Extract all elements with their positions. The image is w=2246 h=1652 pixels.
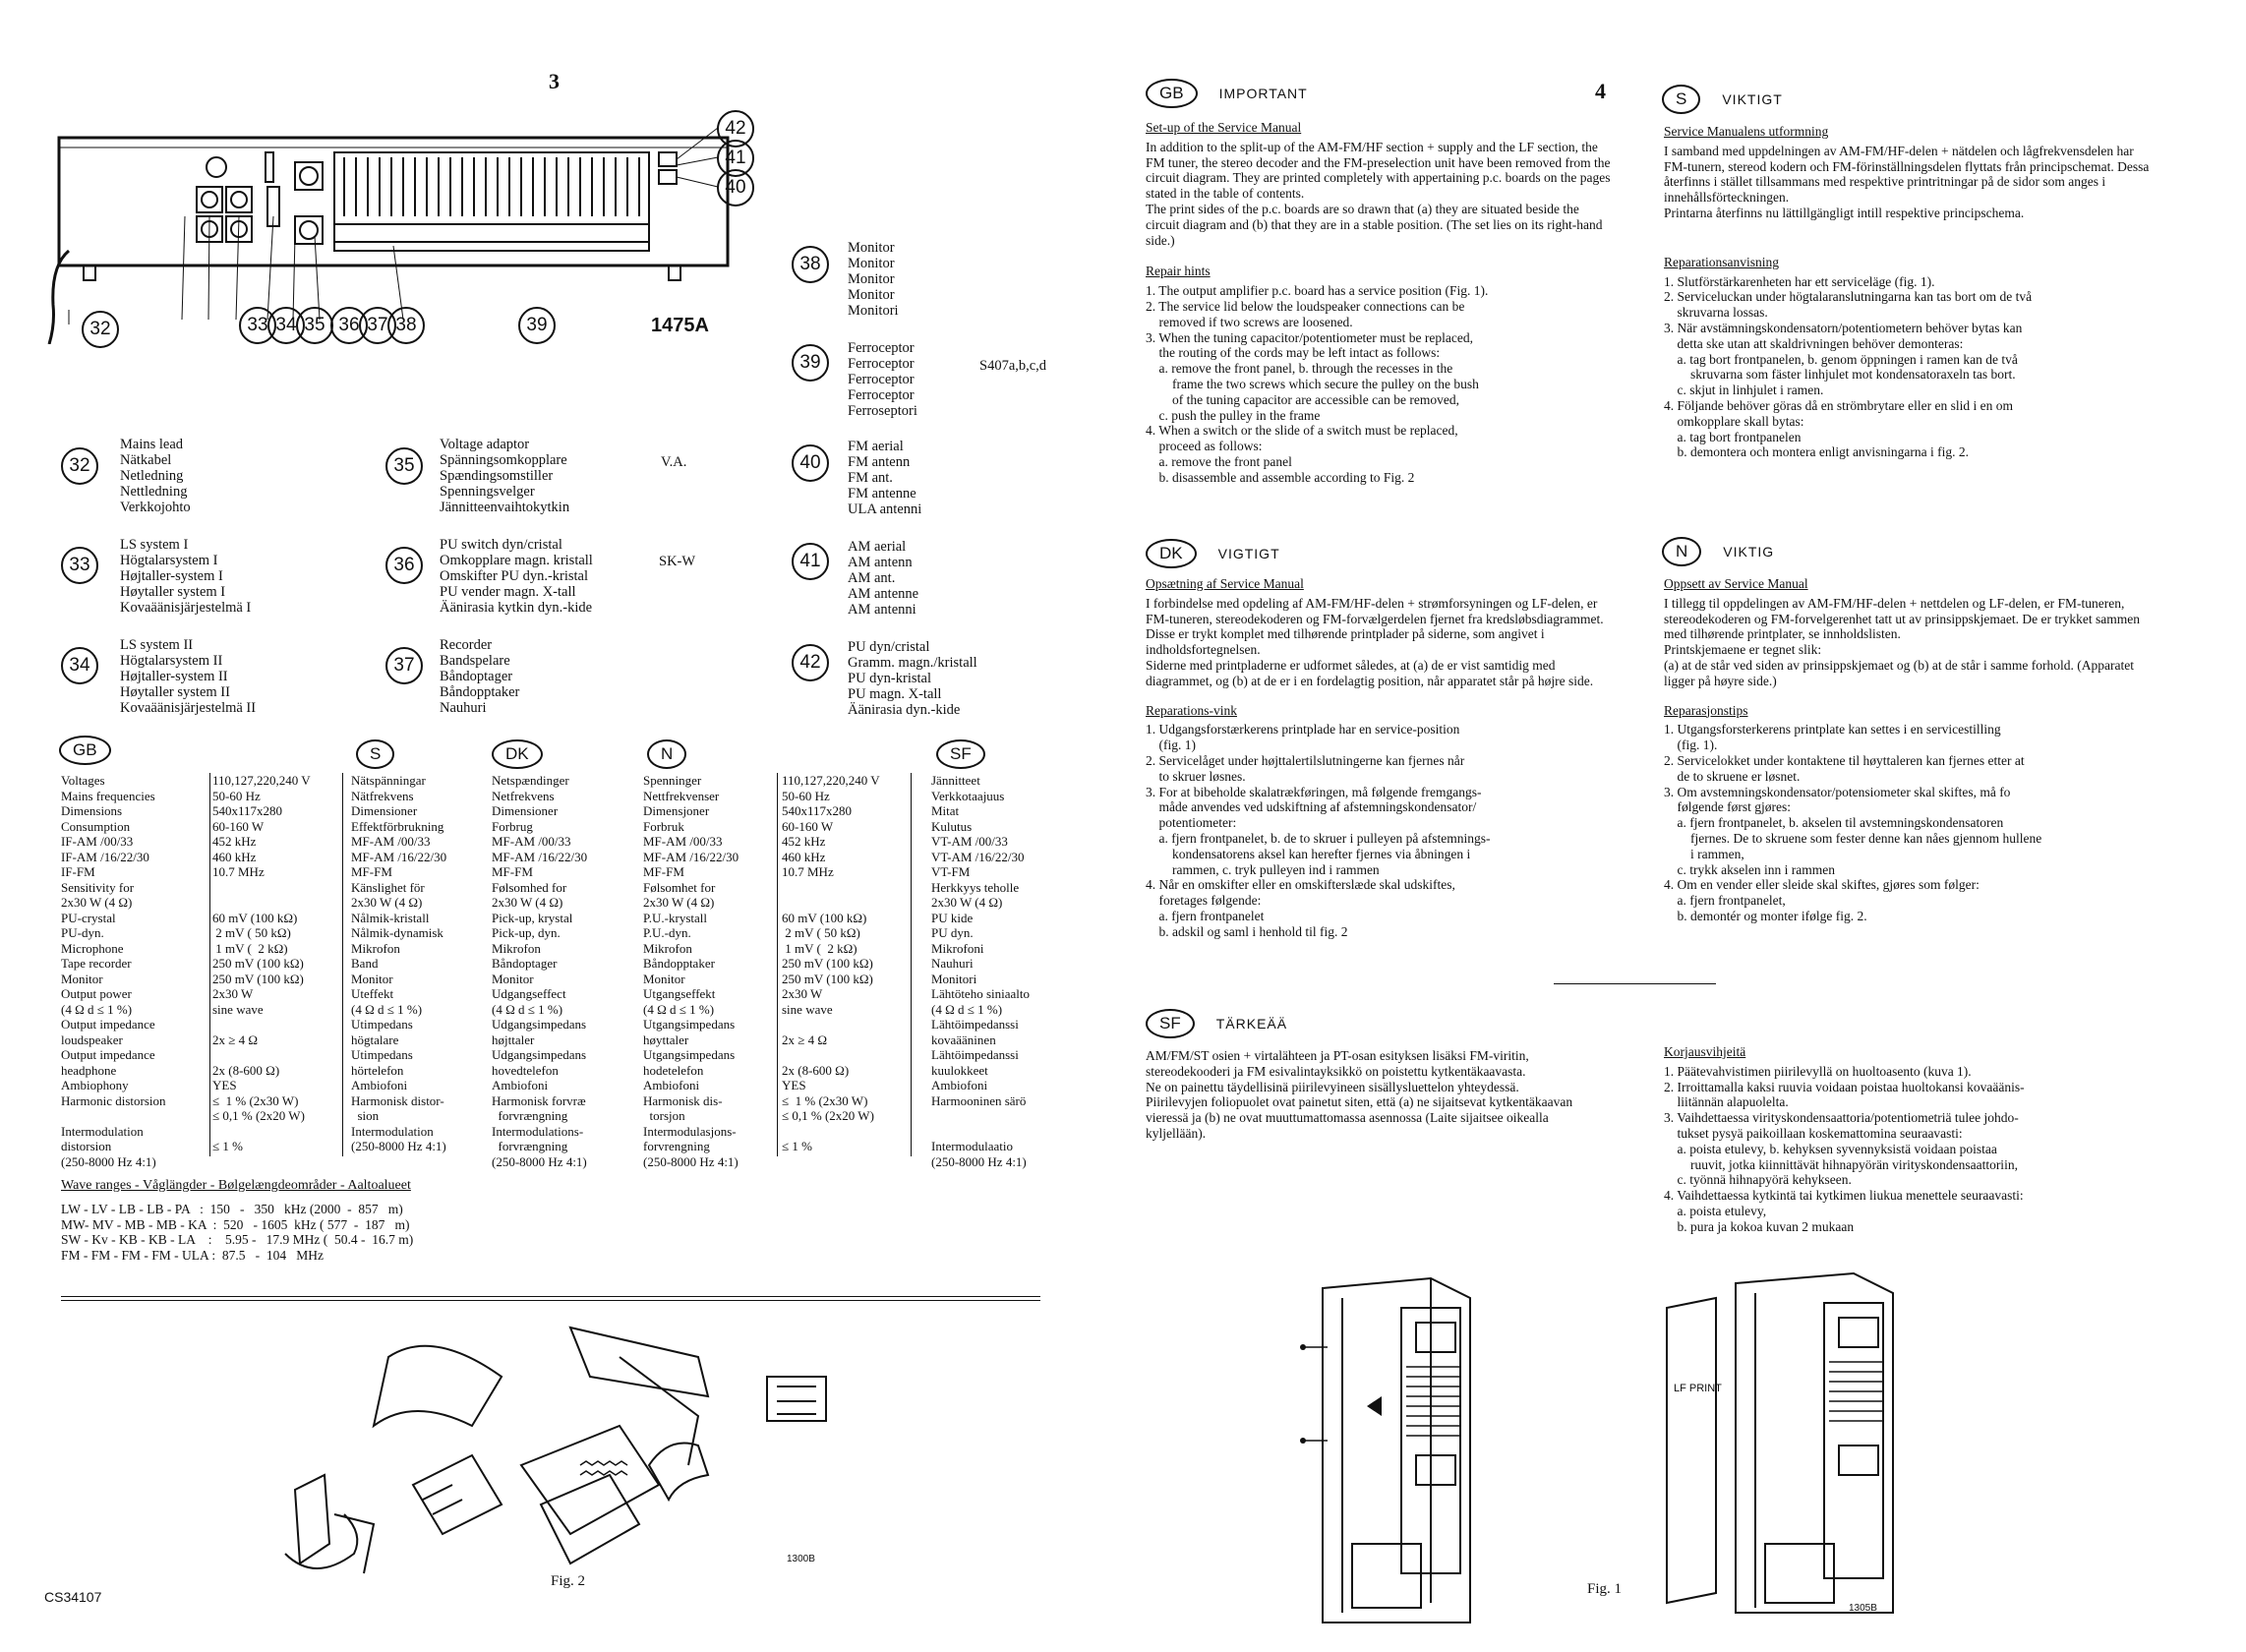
legend-37: 37 <box>385 647 423 684</box>
spec-dk-col: Netspændinger Netfrekvens Dimensioner Forbrug MF-AM /00/33 MF-AM /16/22/30 MF-FM Følsomhed for 2x30 W (4 Ω) Pick-up, krystal Pick-up, dyn. Mikrofon Båndoptager Monitor Udgangseffect (4 Ω d ≤ 1 %) Udgangsimpedans højttaler Udgangsimpedans hovedtelefon Ambiofoni Harmonisk forvræ forvrængning Intermodulations- forvrængning (250-8000 Hz 4:1) <box>492 773 588 1169</box>
legend-42-text: PU dyn/cristal Gramm. magn./kristall PU dyn-kristal PU magn. X-tall Äänirasia dyn.-kide <box>848 639 977 718</box>
lf-print-label: LF PRINT <box>1674 1383 1722 1394</box>
legend-38-text: Monitor Monitor Monitor Monitor Monitori <box>848 240 899 319</box>
spec-header-dk: DK <box>492 739 543 769</box>
legend-36: 36 <box>385 547 423 584</box>
model-number: 1475A <box>651 315 709 336</box>
callout-40: 40 <box>717 169 754 206</box>
spec-gb-col: Voltages Mains frequencies Dimensions Consumption IF-AM /00/33 IF-AM /16/22/30 IF-FM Sensitivity for 2x30 W (4 Ω) PU-crystal PU-dyn. Microphone Tape recorder Monitor Output power (4 Ω d ≤ 1 %) Output impedance loudspeaker Output impedance headphone Ambiophony Harmonic distorsion Intermodulation distorsion (250-8000 Hz 4:1) <box>61 773 166 1169</box>
legend-39-text: Ferroceptor Ferroceptor Ferroceptor Ferroceptor Ferroseptori <box>848 340 917 419</box>
legend-33-text: LS system I Högtalarsystem I Højtaller-system I Høytaller system I Kovaäänisjärjestelmä I <box>120 537 252 616</box>
spec-n-col: Spenninger Nettfrekvenser Dimensjoner Forbruk MF-AM /00/33 MF-AM /16/22/30 MF-FM Følsomhet for 2x30 W (4 Ω) P.U.-krystall P.U.-dyn. Mikrofon Båndopptaker Monitor Utgangseffekt (4 Ω d ≤ 1 %) Utgangsimpedans høyttaler Utgangsimpedans hodetelefon Ambiofoni Harmonisk dis- torsjon Intermodulasjons- forvrengning (250-8000 Hz 4:1) <box>643 773 739 1169</box>
legend-32: 32 <box>61 447 98 485</box>
callout-38: 38 <box>387 307 425 344</box>
callout-42: 42 <box>717 110 754 148</box>
legend-42: 42 <box>792 644 829 681</box>
fig2-code: 1300B <box>787 1554 815 1564</box>
legend-35-code: V.A. <box>661 454 687 470</box>
spec-header-n: N <box>647 739 686 769</box>
spec-header-sf: SF <box>936 739 985 769</box>
callout-41: 41 <box>717 140 754 177</box>
callout-33: 33 <box>239 307 276 344</box>
dk-section: Opsætning af Service Manual I forbindelse med opdeling af AM-FM/HF-delen + strømforsyningen og LF-delen, er FM-tuneren, stereodekoderen og FM-forvælgerdelen fjernet fra kredsløbsdiagrammet. Disse er trykt komplet med tilhørende printplader på siderne, som angivet i indholdsfortegnelsen. Siderne med printpladerne er udformet således, at (a) de er vist samtidig med diagrammet, og (b) at de er i en fordelagtig position, når apparatet står på højre side. Reparations-vink 1. Udgangsforstærkerens printplade har en service-position (fig. 1) 2. Servicelåget under højttalertilslutningerne kan fjernes når to skruer løsnes. 3. For at bibeholde skalatrækføringen, må følgende fremgangs- måde anvendes ved udskiftning af afstemningskondensator/ potentiometer: a. fjern frontpanelet, b. de to skruer i pulleyen på afstemnings- kondensatorens aksel kan herefter fjernes via åbningen i rammen, c. tryk pulleyen ind i rammen 4. Når en omskifter eller en omskifterslæde skal udskiftes, foretages følgende: a. fjern frontpanelet b. adskil og saml i henhold til fig. 2 <box>1146 576 1604 939</box>
callout-32: 32 <box>82 311 119 348</box>
page-number-left: 3 <box>549 69 560 93</box>
legend-38: 38 <box>792 246 829 283</box>
legend-32-text: Mains lead Nätkabel Netledning Nettledning Verkkojohto <box>120 437 191 515</box>
rear-panel-diagram <box>39 108 747 344</box>
legend-36-text: PU switch dyn/cristal Omkopplare magn. kristall Omskifter PU dyn.-kristal PU vender magn. X-tall Äänirasia kytkin dyn.-kide <box>440 537 593 616</box>
legend-34: 34 <box>61 647 98 684</box>
fig1-cabinet-left <box>1283 1268 1637 1632</box>
spec-header-gb: GB <box>59 736 111 765</box>
legend-40: 40 <box>792 444 829 482</box>
legend-37-text: Recorder Bandspelare Båndoptager Båndopptaker Nauhuri <box>440 637 520 716</box>
spec-header-s: S <box>356 739 394 769</box>
spec-values-col1: 110,127,220,240 V 50-60 Hz 540x117x280 60-160 W 452 kHz 460 kHz 10.7 MHz 60 mV (100 kΩ) 2 mV ( 50 kΩ) 1 mV ( 2 kΩ) 250 mV (100 kΩ) 250 mV (100 kΩ) 2x30 W sine wave 2x ≥ 4 Ω 2x (8-600 Ω) YES ≤ 1 % (2x30 W) ≤ 0,1 % (2x20 W) ≤ 1 % <box>212 773 311 1153</box>
callout-37: 37 <box>359 307 396 344</box>
wave-ranges-table: LW - LV - LB - LB - PA : 150 - 350 kHz (2000 - 857 m) MW- MV - MB - MB - KA : 520 - 1605 kHz ( 577 - 187 m) SW - Kv - KB - KB - LA : 5.95 - 17.9 MHz ( 50.4 - 16.7 m) FM - FM - FM - FM - ULA : 87.5 - 104 MHz <box>61 1202 414 1263</box>
fig1-cabinet-right <box>1657 1268 1922 1622</box>
gb-header: GB IMPORTANT <box>1146 79 1308 108</box>
doc-code: CS34107 <box>44 1589 102 1605</box>
spec-s-col: Nätspänningar Nätfrekvens Dimensioner Effektförbrukning MF-AM /00/33 MF-AM /16/22/30 MF-FM Känslighet för 2x30 W (4 Ω) Nålmik-kristall Nålmik-dynamisk Mikrofon Band Monitor Uteffekt (4 Ω d ≤ 1 %) Utimpedans högtalare Utimpedans hörtelefon Ambiofoni Harmonisk distor- sion Intermodulation (250-8000 Hz 4:1) <box>351 773 447 1153</box>
n-section: Oppsett av Service Manual I tillegg til oppdelingen av AM-FM/HF-delen + nettdelen og LF-delen, er FM-tuneren, stereodekoderen og FM-forvelgerenhet tatt ut av prinsippskjemaet. De er trykket sammen med tilhørende printplater, se innholdslisten. Printskjemaene er tegnet slik: (a) at de står ved siden av prinsippskjemaet og (b) at de står i samme forhold. (Apparatet ligger på høyre side.) Reparasjonstips 1. Utgangsforsterkerens printplate kan settes i en servicestilling (fig. 1). 2. Servicelokket under kontaktene til høyttaleren kan fjernes etter at de to skruene er løsnet. 3. Om avstemningskondensator/potensiometer skal skiftes, må fo følgende først gjøres: a. fjern frontpanelet, b. akselen til avstemningskondensatoren fjernes. De to skruene som fester denne kan nåes gjennom hullene i rammen, c. trykk akselen inn i rammen 4. Om en vender eller sleide skal skiftes, gjøres som følger: a. fjern frontpanelet, b. demontér og monter ifølge fig. 2. <box>1664 576 2140 923</box>
legend-35: 35 <box>385 447 423 485</box>
legend-40-text: FM aerial FM antenn FM ant. FM antenne ULA antenni <box>848 439 922 517</box>
spec-sf-col: Jännitteet Verkkotaajuus Mitat Kulutus VT-AM /00/33 VT-AM /16/22/30 VT-FM Herkkyys teholle 2x30 W (4 Ω) PU kide PU dyn. Mikrofoni Nauhuri Monitori Lähtöteho siniaalto (4 Ω d ≤ 1 %) Lähtöimpedanssi kovaääninen Lähtöimpedanssi kuulokkeet Ambiofoni Harmooninen särö Intermodulaatio (250-8000 Hz 4:1) <box>931 773 1031 1169</box>
legend-35-text: Voltage adaptor Spänningsomkopplare Spændingsomstiller Spenningsvelger Jännitteenvaihtokytkin <box>440 437 570 515</box>
legend-39-code: S407a,b,c,d <box>979 358 1047 374</box>
sf-repair-section: Korjausvihjeitä 1. Päätevahvistimen piirilevyllä on huoltoasento (kuva 1). 2. Irroittamalla kaksi ruuvia voidaan poistaa huoltokansi kovaäänis- liitännän alapuolelta. 3. Vaihdettaessa virityskondensaattoria/potentiometriä tulee johdo- tukset pysyä paikoillaan koskemattomina seuraavasti: a. poista etulevy, b. kehyksen syvennyksistä voidaan poistaa ruuvit, jotka kiinnittävät hihnapyörän virityskondensaattoriin, c. työnnä hihnapyörä kehykseen. 4. Vaihdettaessa kytkintä tai kytkimen liukua menettele seuraavasti: a. poista etulevy, b. pura ja kokoa kuvan 2 mukaan <box>1664 1044 2025 1234</box>
gb-section: Set-up of the Service Manual In addition to the split-up of the AM-FM/HF section + supply and the LF section, the FM tuner, the stereo decoder and the FM-preselection unit have been removed from the circuit diagram. They are printed completely with appertaining p.c. boards on the pages stated in the table of contents. The print sides of the p.c. boards are so drawn that (a) they are situated beside the circuit diagram and (b) that they are in a stable position. (The set lies on its right-hand side.) Repair hints 1. The output amplifier p.c. board has a service position (Fig. 1). 2. The service lid below the loudspeaker connections can be removed if two screws are loosened. 3. When the tuning capacitor/potentiometer must be replaced, the routing of the cords may be left intact as follows: a. remove the front panel, b. through the recesses in the frame the two screws which secure the pulley on the bush of the tuning capacitor are accessible can be removed, c. push the pulley in the frame 4. When a switch or the slide of a switch must be replaced, proceed as follows: a. remove the front panel b. disassemble and assemble according to Fig. 2 <box>1146 120 1611 485</box>
legend-33: 33 <box>61 547 98 584</box>
page-number-right: 4 <box>1595 79 1606 103</box>
fig1-code: 1305B <box>1849 1603 1877 1614</box>
fig2-label: Fig. 2 <box>551 1573 586 1589</box>
fig2-exploded-drawing <box>246 1318 846 1613</box>
s-section: Service Manualens utformning I samband med uppdelningen av AM-FM/HF-delen + nätdelen och lågfrekvensdelen har FM-tunern, stereod kodern och FM-förinställningsdelen flyttats från principschemat. Dessa återfinns i stället tillsammans med respektive printritningar på de sidor som anges i innehållsförteckningen. Printarna återfinns nu lättillgängligt intill respektive principschema. Reparationsanvisning 1. Slutförstärkarenheten har ett serviceläge (fig. 1). 2. Serviceluckan under högtalaranslutningarna kan tas bort om de två skruvarna lossas. 3. När avstämningskondensatorn/potentiometern behöver bytas kan detta ske utan att skaldrivningen behöver demonteras: a. tag bort frontpanelen, b. genom öppningen i ramen kan de två skruvarna som fäster linhjulet mot kondensatoraxeln tas bort. c. skjut in linhjulet i ramen. 4. Följande behöver göras då en strömbrytare eller en slid i en om omkopplare skall bytas: a. tag bort frontpanelen b. demontera och montera enligt anvisningarna i fig. 2. <box>1664 124 2150 460</box>
callout-34: 34 <box>267 307 305 344</box>
dk-header: DK VIGTIGT <box>1146 539 1280 568</box>
spec-values-col2: 110,127,220,240 V 50-60 Hz 540x117x280 60-160 W 452 kHz 460 kHz 10.7 MHz 60 mV (100 kΩ) 2 mV ( 50 kΩ) 1 mV ( 2 kΩ) 250 mV (100 kΩ) 250 mV (100 kΩ) 2x30 W sine wave 2x ≥ 4 Ω 2x (8-600 Ω) YES ≤ 1 % (2x30 W) ≤ 0,1 % (2x20 W) ≤ 1 % <box>782 773 880 1153</box>
sf-header: SF TÄRKEÄÄ <box>1146 1009 1287 1038</box>
wave-ranges-title: Wave ranges - Våglängder - Bølgelængdeområder - Aaltoalueet <box>61 1178 411 1193</box>
callout-36: 36 <box>330 307 368 344</box>
legend-39: 39 <box>792 344 829 382</box>
sf-section: AM/FM/ST osien + virtalähteen ja PT-osan esityksen lisäksi FM-viritin, stereodekooderi ja FM esivalintayksikkö on poistettu kytkentäkaavasta. Ne on painettu täydellisinä piirilevyineen sisällysluettelon yhteydessä. Piirilevyjen foliopuolet ovat painetut siten, että (a) ne sijaitsevat kytkentäkaavan vieressä ja (b) ne ovat muuttumattomassa asennossa (Laite sijaitsee oikealla kyljellään). <box>1146 1048 1573 1141</box>
legend-41-text: AM aerial AM antenn AM ant. AM antenne AM antenni <box>848 539 919 618</box>
callout-35: 35 <box>296 307 333 344</box>
n-header: N VIKTIG <box>1662 537 1774 566</box>
legend-34-text: LS system II Högtalarsystem II Højtaller-system II Høytaller system II Kovaäänisjärjestelmä II <box>120 637 257 716</box>
s-header: S VIKTIGT <box>1662 85 1783 114</box>
callout-39: 39 <box>518 307 556 344</box>
fig1-label: Fig. 1 <box>1587 1581 1623 1597</box>
legend-41: 41 <box>792 543 829 580</box>
legend-36-code: SK-W <box>659 554 696 569</box>
